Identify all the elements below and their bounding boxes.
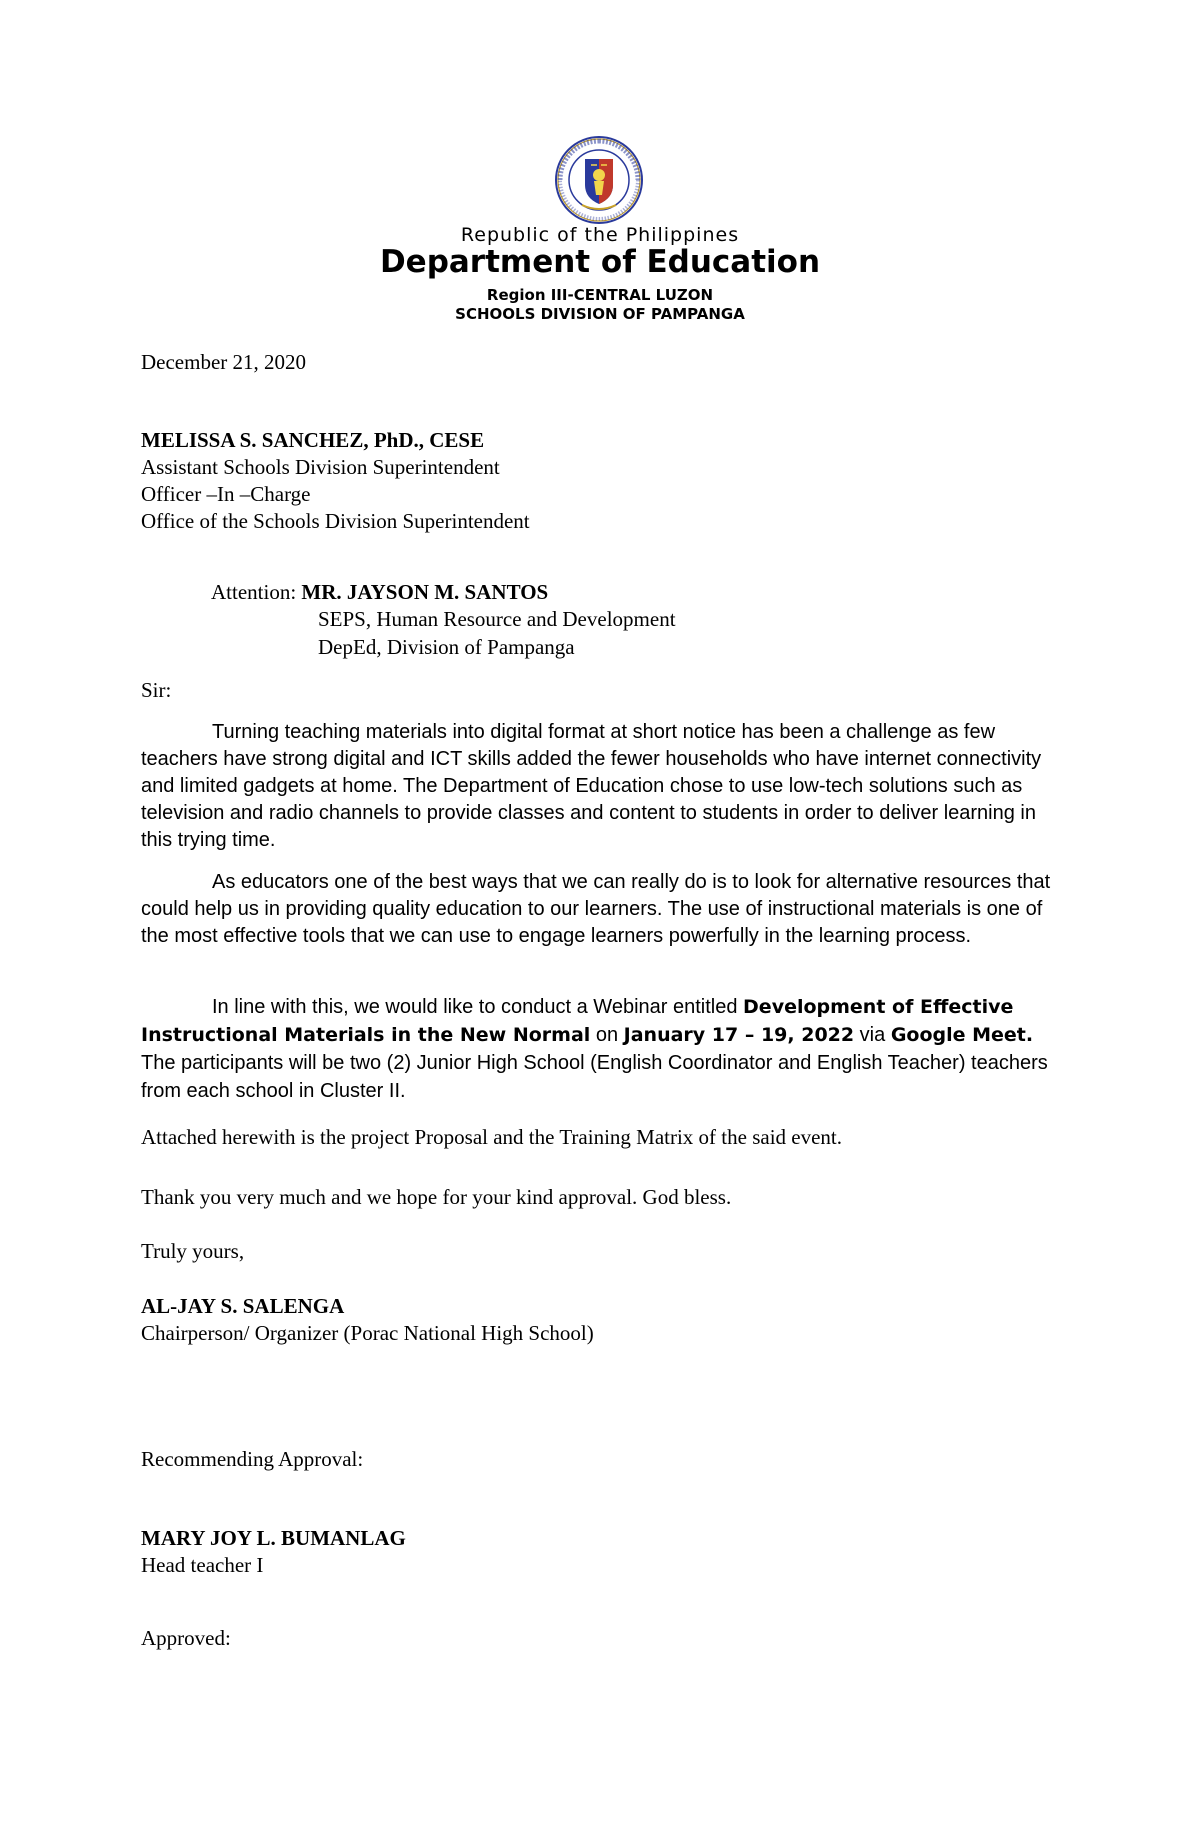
recipient-line-1: Assistant Schools Division Superintendent <box>141 455 500 479</box>
letter-date: December 21, 2020 <box>141 350 307 374</box>
p3-on: on <box>590 1024 624 1046</box>
webinar-platform: Google Meet. <box>890 1024 1034 1046</box>
header-division: SCHOOLS DIVISION OF PAMPANGA <box>455 305 745 323</box>
body-paragraph-4: Attached herewith is the project Proposal and the Training Matrix of the said event. <box>141 1125 843 1149</box>
sender-title: Chairperson/ Organizer (Porac National High School) <box>141 1321 594 1345</box>
header-region: Region III-CENTRAL LUZON <box>486 286 714 304</box>
p3-intro: In line with this, we would like to conduct a Webinar entitled <box>212 996 744 1018</box>
recipient-line-2: Officer –In –Charge <box>141 482 311 506</box>
body-paragraph-3 <box>141 993 1071 1105</box>
recipient-name: MELISSA S. SANCHEZ, PhD., CESE <box>141 428 485 452</box>
p3-rest: The participants will be two (2) Junior High School (English Coordinator and English Teacher) teachers from each school in Cluster II. <box>141 1052 1048 1102</box>
recommending-title: Head teacher I <box>141 1553 264 1577</box>
body-paragraph-5: Thank you very much and we hope for your kind approval. God bless. <box>141 1185 732 1209</box>
sender-name: AL-JAY S. SALENGA <box>141 1294 345 1318</box>
attention-name: MR. JAYSON M. SANTOS <box>301 580 549 604</box>
body-paragraph-2: As educators one of the best ways that we can really do is to look for alternative resources that could help us in providing quality education to our learners. The use of instructional materials is one of the most effective tools that we can use to engage learners powerfully in the learning process. <box>141 871 1051 947</box>
approved-label: Approved: <box>141 1626 231 1650</box>
attention-line-1: SEPS, Human Resource and Development <box>318 607 676 631</box>
webinar-date: January 17 – 19, 2022 <box>623 1024 855 1046</box>
attention-line <box>211 580 548 605</box>
header-department: Department of Education <box>379 244 821 280</box>
salutation: Sir: <box>141 678 172 702</box>
attention-line-2: DepEd, Division of Pampanga <box>318 635 575 659</box>
webinar-title: Development of Effective Instructional Materials in the New Normal <box>141 996 1014 1046</box>
deped-seal-logo <box>554 135 644 225</box>
p3-via: via <box>854 1024 891 1046</box>
recommending-name: MARY JOY L. BUMANLAG <box>141 1526 406 1550</box>
closing: Truly yours, <box>141 1239 245 1263</box>
attention-label: Attention: <box>211 580 302 604</box>
recipient-line-3: Office of the Schools Division Superintendent <box>141 509 530 533</box>
header-republic: Republic of the Philippines <box>460 224 740 246</box>
recommending-label: Recommending Approval: <box>141 1447 364 1471</box>
body-paragraph-1: Turning teaching materials into digital format at short notice has been a challenge as few teachers have strong digital and ICT skills added the fewer households who have internet connectivity and limited gadgets at home. The Department of Education chose to use low-tech solutions such as television and radio channels to provide classes and content to students in order to deliver learning in this trying time. <box>141 721 1042 851</box>
